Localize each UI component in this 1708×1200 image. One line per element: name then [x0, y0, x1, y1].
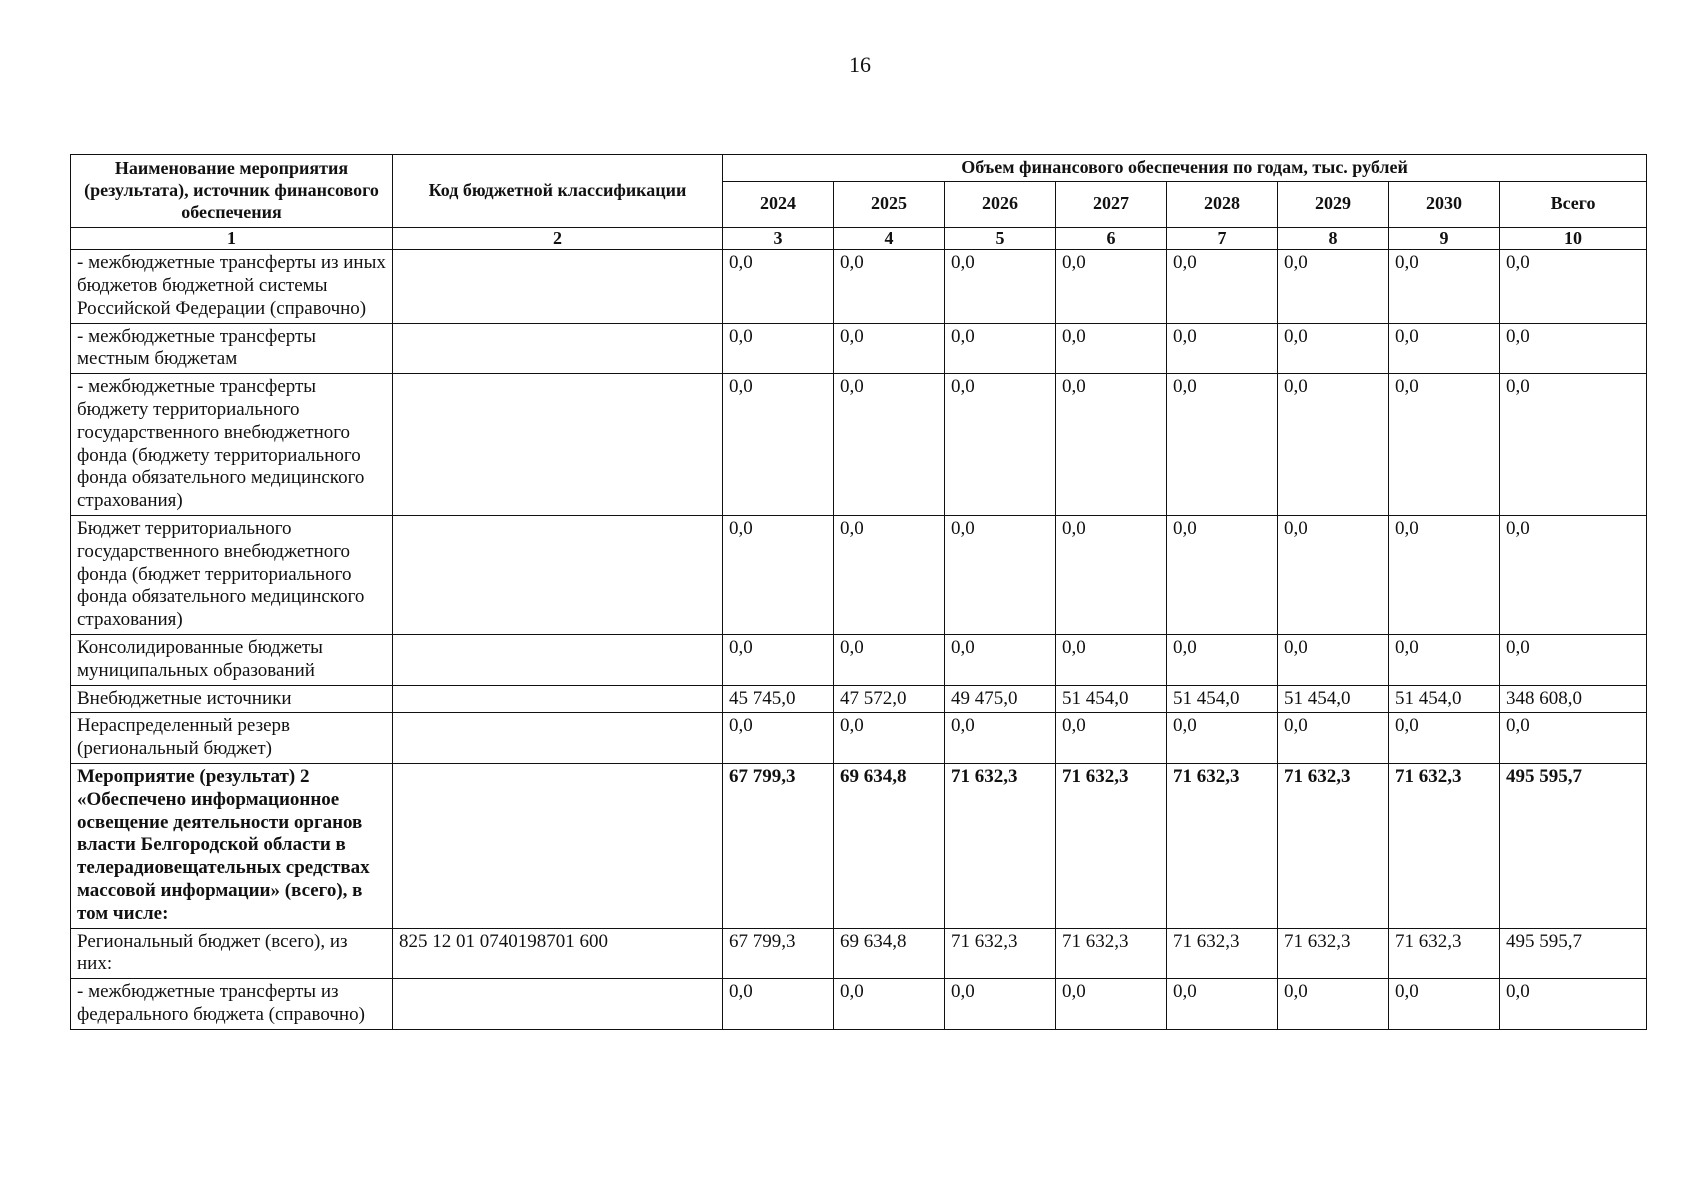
cell-value: 0,0: [1389, 374, 1500, 516]
cell-value: 0,0: [1056, 713, 1167, 764]
column-number: 5: [945, 227, 1056, 250]
cell-value: 0,0: [1278, 979, 1389, 1030]
table-row: [71, 979, 1647, 1030]
column-number: 3: [723, 227, 834, 250]
cell-value: 0,0: [1389, 713, 1500, 764]
cell-value: 0,0: [1056, 250, 1167, 323]
table-row: [71, 374, 1647, 516]
cell-value: 0,0: [1167, 374, 1278, 516]
cell-value: 0,0: [1167, 250, 1278, 323]
cell-value: 45 745,0: [723, 685, 834, 713]
cell-value: 0,0: [1278, 323, 1389, 374]
table-row-event: [71, 763, 1647, 928]
header-year: 2029: [1278, 181, 1389, 227]
cell-total: 495 595,7: [1500, 763, 1647, 928]
cell-value: 0,0: [1056, 374, 1167, 516]
cell-value: 0,0: [1167, 515, 1278, 634]
row-code: [393, 979, 723, 1030]
cell-value: 71 632,3: [1389, 763, 1500, 928]
cell-total: 0,0: [1500, 374, 1647, 516]
cell-value: 51 454,0: [1056, 685, 1167, 713]
table-row: [71, 323, 1647, 374]
table-body: [71, 250, 1647, 1030]
row-name: - межбюджетные трансферты местным бюджетам: [71, 323, 393, 374]
cell-value: 0,0: [1278, 250, 1389, 323]
table-row: [71, 928, 1647, 979]
row-code: [393, 323, 723, 374]
row-name: - межбюджетные трансферты из федерального бюджета (справочно): [71, 979, 393, 1030]
cell-value: 67 799,3: [723, 928, 834, 979]
cell-total: 0,0: [1500, 979, 1647, 1030]
cell-value: 0,0: [834, 979, 945, 1030]
row-name: - межбюджетные трансферты из иных бюджетов бюджетной системы Российской Федерации (справочно): [71, 250, 393, 323]
cell-value: 51 454,0: [1278, 685, 1389, 713]
column-number: 8: [1278, 227, 1389, 250]
column-number: 1: [71, 227, 393, 250]
table-header: [71, 155, 1647, 250]
cell-value: 0,0: [1056, 515, 1167, 634]
cell-value: 69 634,8: [834, 763, 945, 928]
row-name: Мероприятие (результат) 2 «Обеспечено информационное освещение деятельности органов власти Белгородской области в телерадиовещательных средствах массовой информации» (всего), в том числе:: [71, 763, 393, 928]
cell-value: 0,0: [945, 250, 1056, 323]
cell-value: 0,0: [1167, 634, 1278, 685]
cell-value: 0,0: [723, 515, 834, 634]
column-number: 2: [393, 227, 723, 250]
header-name: Наименование мероприятия (результата), источник финансового обеспечения: [71, 155, 393, 228]
cell-total: 495 595,7: [1500, 928, 1647, 979]
cell-value: 69 634,8: [834, 928, 945, 979]
cell-value: 0,0: [834, 713, 945, 764]
cell-total: 0,0: [1500, 515, 1647, 634]
row-code: [393, 763, 723, 928]
row-code: [393, 634, 723, 685]
cell-value: 0,0: [1167, 323, 1278, 374]
row-name: - межбюджетные трансферты бюджету территориального государственного внебюджетного фонда (бюджету территориального фонда обязательного медицинского страхования): [71, 374, 393, 516]
header-year: 2028: [1167, 181, 1278, 227]
cell-value: 0,0: [1389, 634, 1500, 685]
cell-value: 67 799,3: [723, 763, 834, 928]
table-row: [71, 250, 1647, 323]
cell-value: 0,0: [1056, 979, 1167, 1030]
cell-value: 71 632,3: [1278, 928, 1389, 979]
cell-total: 348 608,0: [1500, 685, 1647, 713]
cell-value: 0,0: [945, 515, 1056, 634]
cell-value: 71 632,3: [1056, 763, 1167, 928]
row-code: [393, 515, 723, 634]
cell-value: 47 572,0: [834, 685, 945, 713]
cell-value: 71 632,3: [1278, 763, 1389, 928]
cell-value: 0,0: [1056, 634, 1167, 685]
cell-value: 0,0: [945, 323, 1056, 374]
cell-total: 0,0: [1500, 323, 1647, 374]
cell-value: 0,0: [1389, 979, 1500, 1030]
cell-value: 71 632,3: [945, 928, 1056, 979]
cell-value: 0,0: [1278, 515, 1389, 634]
cell-value: 0,0: [834, 250, 945, 323]
header-year: 2025: [834, 181, 945, 227]
column-number: 4: [834, 227, 945, 250]
cell-value: 0,0: [723, 713, 834, 764]
row-name: Бюджет территориального государственного внебюджетного фонда (бюджет территориального фонда обязательного медицинского страхования): [71, 515, 393, 634]
column-number: 6: [1056, 227, 1167, 250]
cell-value: 0,0: [723, 323, 834, 374]
cell-value: 0,0: [945, 634, 1056, 685]
cell-value: 0,0: [834, 515, 945, 634]
header-code: Код бюджетной классификации: [393, 155, 723, 228]
header-year: 2030: [1389, 181, 1500, 227]
row-name: Внебюджетные источники: [71, 685, 393, 713]
row-code: [393, 685, 723, 713]
row-code: [393, 713, 723, 764]
cell-value: 51 454,0: [1167, 685, 1278, 713]
cell-total: 0,0: [1500, 713, 1647, 764]
cell-value: 0,0: [1056, 323, 1167, 374]
cell-value: 0,0: [723, 979, 834, 1030]
header-volume: Объем финансового обеспечения по годам, тыс. рублей: [723, 155, 1647, 182]
cell-value: 51 454,0: [1389, 685, 1500, 713]
table-row: [71, 515, 1647, 634]
cell-value: 0,0: [1167, 979, 1278, 1030]
page-number: 16: [849, 52, 871, 77]
financing-table: [70, 154, 1647, 1030]
row-code: [393, 250, 723, 323]
table-row: [71, 713, 1647, 764]
table-row: [71, 685, 1647, 713]
column-number: 7: [1167, 227, 1278, 250]
cell-value: 0,0: [1278, 374, 1389, 516]
column-number: 9: [1389, 227, 1500, 250]
cell-value: 0,0: [723, 374, 834, 516]
row-name: Консолидированные бюджеты муниципальных образований: [71, 634, 393, 685]
cell-value: 0,0: [723, 250, 834, 323]
cell-total: 0,0: [1500, 250, 1647, 323]
column-number: 10: [1500, 227, 1647, 250]
cell-value: 71 632,3: [945, 763, 1056, 928]
cell-value: 0,0: [1389, 250, 1500, 323]
row-name: Региональный бюджет (всего), из них:: [71, 928, 393, 979]
cell-total: 0,0: [1500, 634, 1647, 685]
cell-value: 0,0: [1389, 515, 1500, 634]
cell-value: 0,0: [723, 634, 834, 685]
cell-value: 49 475,0: [945, 685, 1056, 713]
cell-value: 71 632,3: [1167, 928, 1278, 979]
cell-value: 0,0: [834, 323, 945, 374]
header-total: Всего: [1500, 181, 1647, 227]
cell-value: 0,0: [1278, 713, 1389, 764]
cell-value: 71 632,3: [1389, 928, 1500, 979]
table-row: [71, 634, 1647, 685]
cell-value: 0,0: [945, 979, 1056, 1030]
header-year: 2026: [945, 181, 1056, 227]
cell-value: 71 632,3: [1167, 763, 1278, 928]
cell-value: 0,0: [945, 713, 1056, 764]
cell-value: 0,0: [1278, 634, 1389, 685]
row-code: [393, 374, 723, 516]
cell-value: 0,0: [1389, 323, 1500, 374]
cell-value: 0,0: [1167, 713, 1278, 764]
cell-value: 0,0: [834, 634, 945, 685]
row-name: Нераспределенный резерв (региональный бюджет): [71, 713, 393, 764]
cell-value: 71 632,3: [1056, 928, 1167, 979]
header-year: 2027: [1056, 181, 1167, 227]
row-code: 825 12 01 0740198701 600: [393, 928, 723, 979]
cell-value: 0,0: [834, 374, 945, 516]
header-year: 2024: [723, 181, 834, 227]
cell-value: 0,0: [945, 374, 1056, 516]
